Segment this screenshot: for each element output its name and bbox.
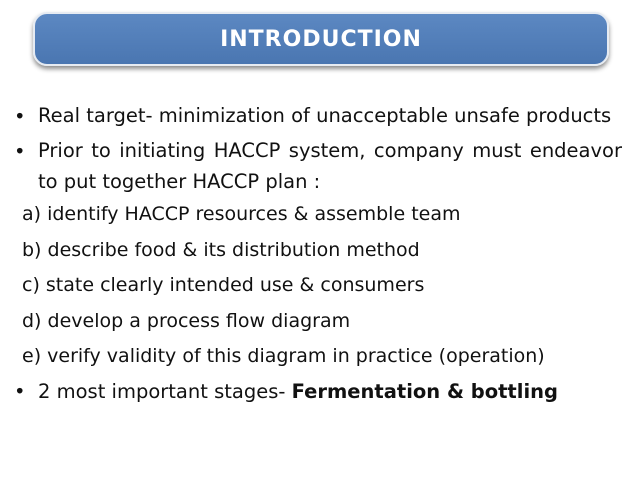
sub-item: c) state clearly intended use & consumers: [22, 274, 425, 296]
bullet-text: Real target- minimization of unacceptable unsafe products: [38, 104, 612, 127]
title-banner: [33, 12, 609, 66]
bullet-text-plain: 2 most important stages-: [38, 379, 292, 403]
bullet-item: [14, 375, 622, 408]
slide-body: [14, 100, 622, 408]
bullet-item: [14, 135, 622, 197]
sub-item: b) describe food & its distribution method: [22, 238, 420, 261]
sub-item: a) identify HACCP resources & assemble team: [22, 203, 461, 225]
sub-item: d) develop a process flow diagram: [22, 309, 351, 332]
bullet-dot-icon: •: [14, 379, 26, 403]
bullet-item: [14, 100, 622, 133]
bullet-dot-icon: •: [14, 140, 26, 163]
sub-item: e) verify validity of this diagram in practice (operation): [22, 345, 545, 367]
slide-title: INTRODUCTION: [220, 26, 422, 52]
bullet-dot-icon: •: [14, 105, 26, 128]
bullet-text-bold: Fermentation & bottling: [291, 379, 558, 403]
bullet-text: Prior to initiating HACCP system, company must endeavor to put together HACCP plan :: [38, 139, 622, 193]
bullet-text: [38, 375, 622, 408]
